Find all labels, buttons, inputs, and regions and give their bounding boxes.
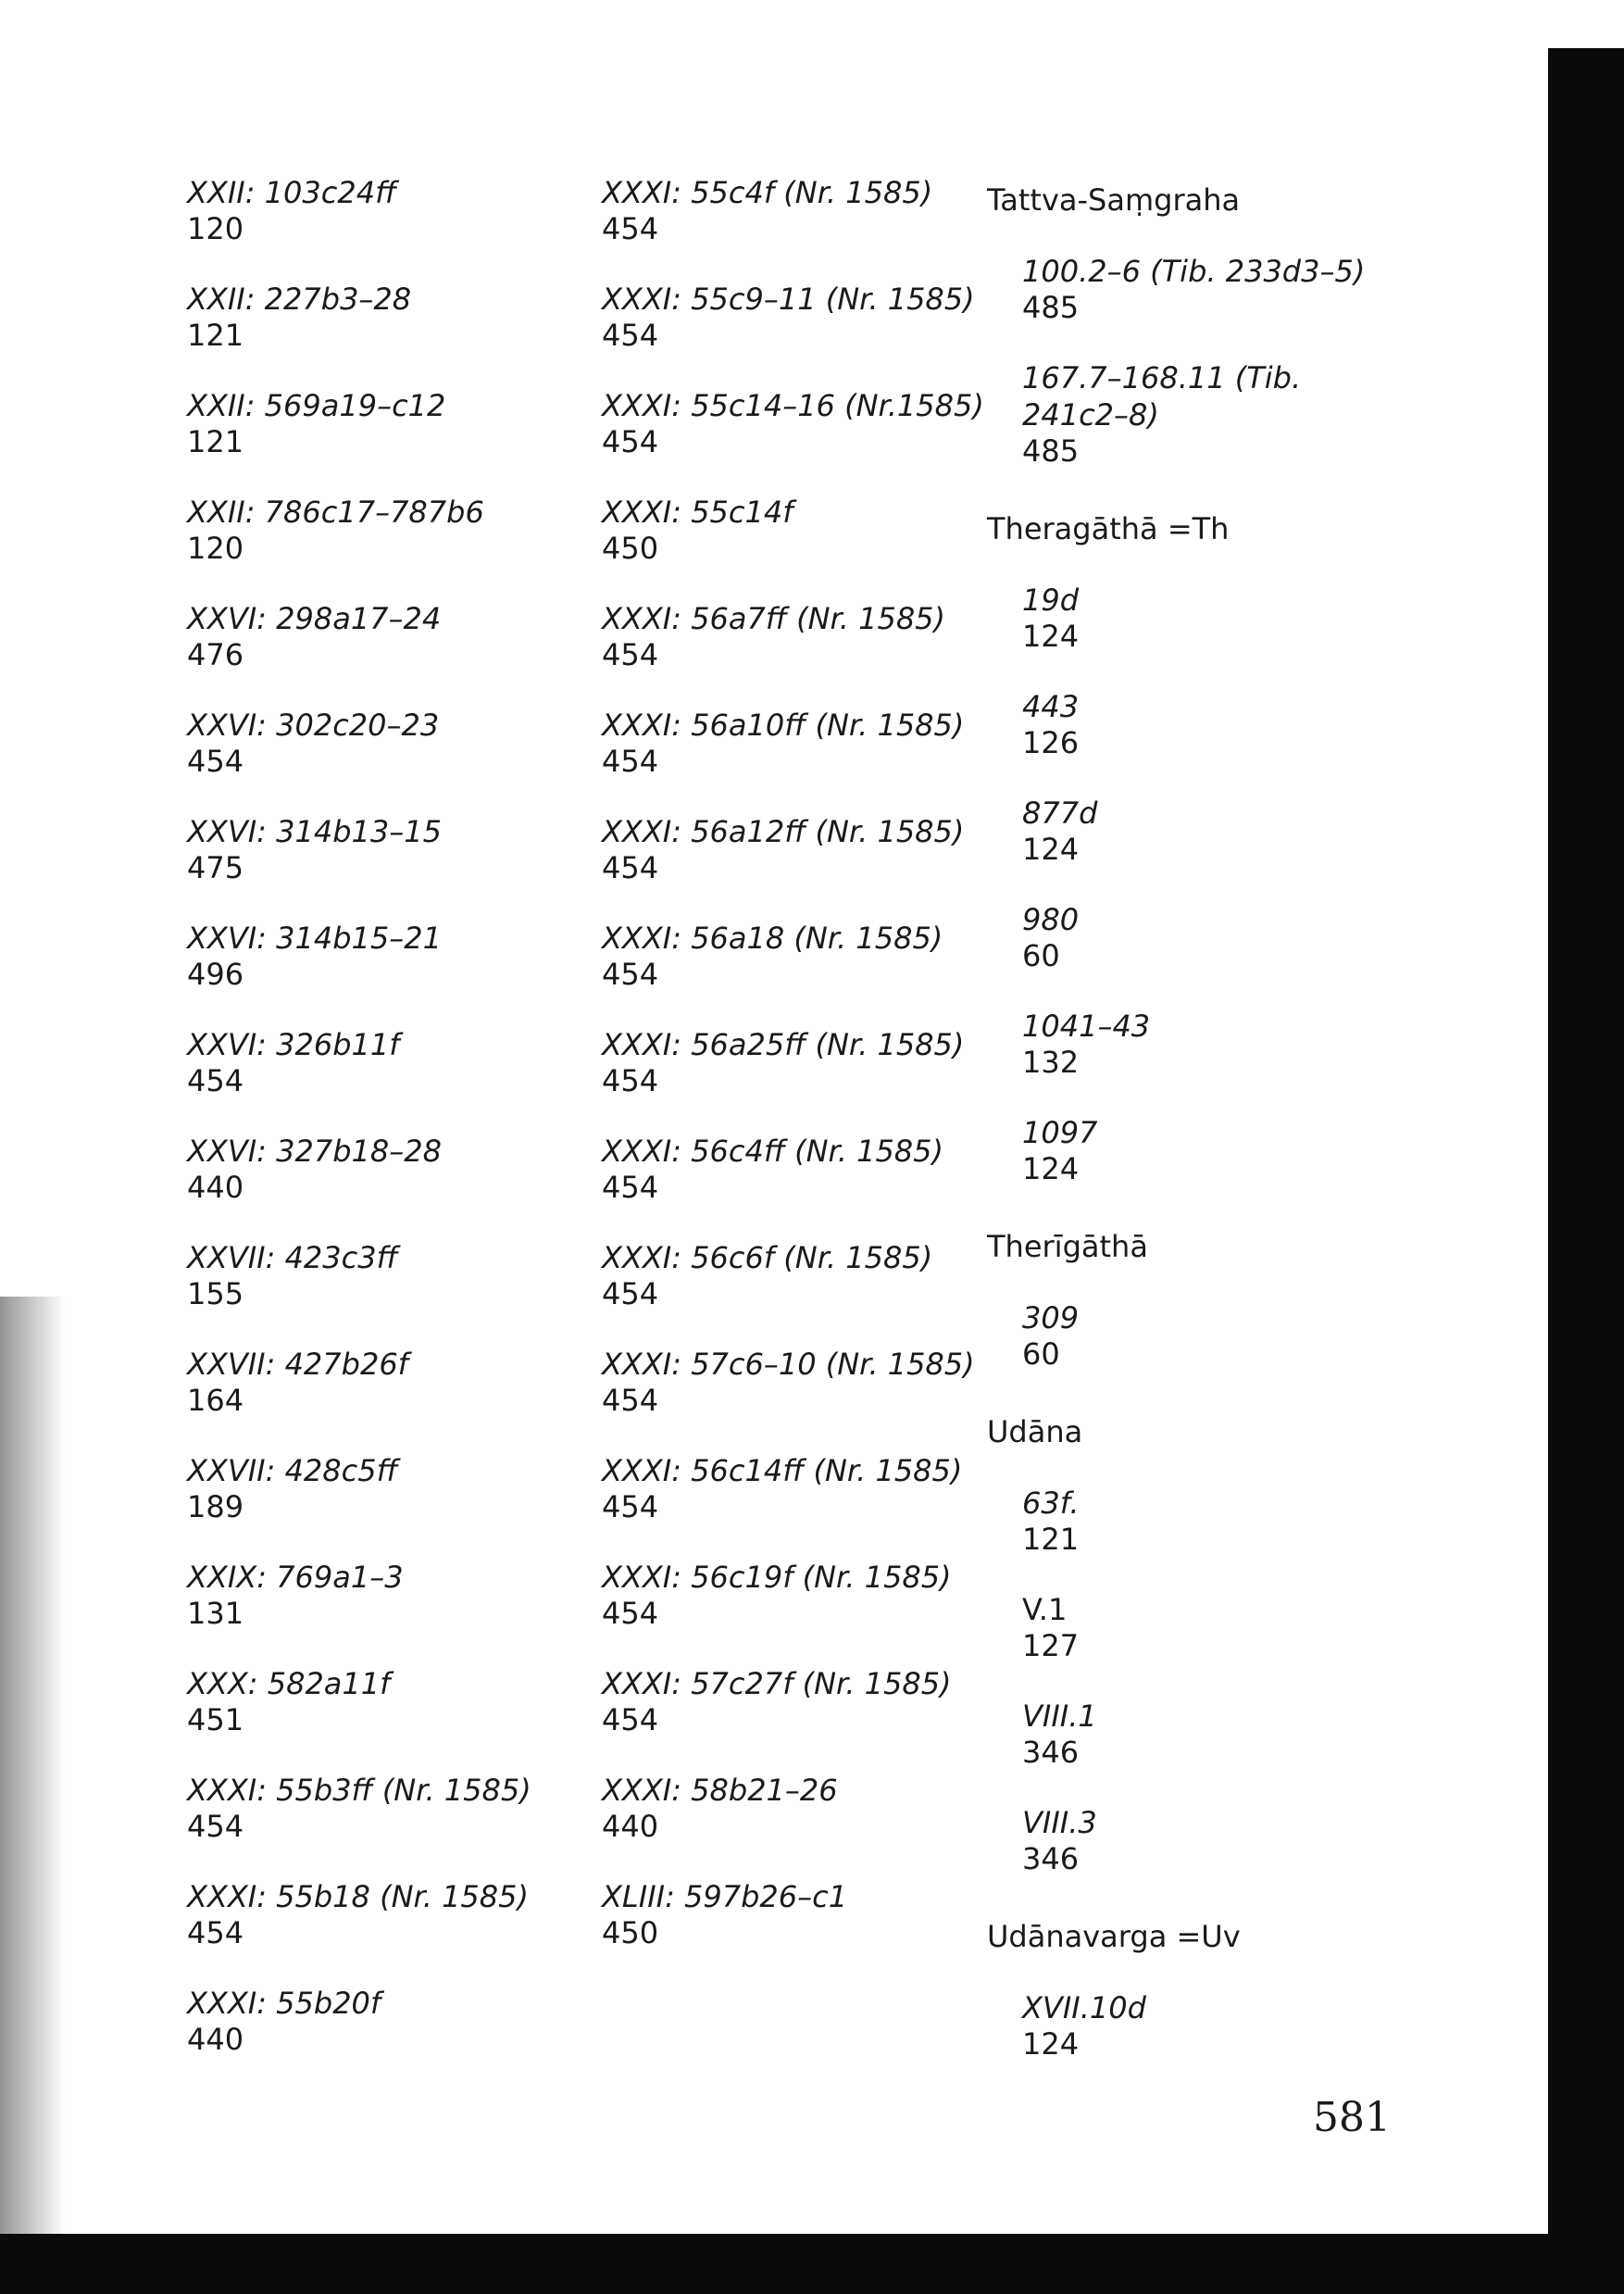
entry-reference: 1097 bbox=[1022, 1115, 1098, 1150]
entry-page-number: 189 bbox=[187, 1489, 244, 1524]
index-column-2 bbox=[602, 174, 984, 1985]
entry-reference: VIII.3 bbox=[1022, 1805, 1097, 1840]
entry-reference: XXXI: 55b18 (Nr. 1585) bbox=[187, 1879, 529, 1914]
entry-page-number: 124 bbox=[1022, 619, 1080, 654]
entry-reference: XXXI: 56c4ff (Nr. 1585) bbox=[602, 1134, 943, 1169]
entry-reference: 309 bbox=[1022, 1300, 1080, 1335]
entry-page-number: 126 bbox=[1022, 725, 1080, 760]
entry-reference: XXIX: 769a1–3 bbox=[187, 1560, 404, 1595]
index-entry bbox=[187, 1985, 531, 2091]
index-entry bbox=[1022, 1804, 1365, 1911]
index-entry bbox=[187, 494, 531, 600]
index-entry bbox=[602, 387, 984, 494]
entry-page-number: 454 bbox=[602, 1170, 659, 1205]
entry-page-number: 155 bbox=[187, 1276, 244, 1311]
entry-page-number: 450 bbox=[602, 531, 659, 566]
entry-reference: XXXI: 56a25ff (Nr. 1585) bbox=[602, 1027, 965, 1062]
index-entry bbox=[187, 1346, 531, 1452]
entry-page-number: 454 bbox=[602, 744, 659, 779]
index-entry bbox=[1022, 1299, 1365, 1406]
entry-page-number: 485 bbox=[1022, 290, 1080, 325]
entry-reference: XXX: 582a11f bbox=[187, 1666, 391, 1701]
index-entry bbox=[1022, 253, 1365, 359]
entry-page-number: 60 bbox=[1022, 1336, 1060, 1372]
entry-page-number: 454 bbox=[187, 1915, 244, 1950]
entry-page-number: 454 bbox=[602, 1596, 659, 1631]
entry-page-number: 131 bbox=[187, 1596, 244, 1631]
index-entry bbox=[187, 707, 531, 813]
entry-reference: 877d bbox=[1022, 796, 1098, 831]
entry-page-number: 454 bbox=[187, 1809, 244, 1844]
index-entry bbox=[1022, 582, 1365, 688]
entry-reference: XXVI: 326b11f bbox=[187, 1027, 400, 1062]
entry-reference: V.1 bbox=[1022, 1592, 1068, 1627]
index-heading: Udāna bbox=[987, 1414, 1083, 1449]
index-entry bbox=[602, 1878, 984, 1985]
index-entry bbox=[187, 1452, 531, 1559]
entry-page-number: 121 bbox=[187, 318, 244, 353]
index-heading: Theragāthā =Th bbox=[987, 511, 1230, 546]
index-entry bbox=[187, 920, 531, 1026]
entry-page-number: 132 bbox=[1022, 1045, 1080, 1080]
entry-page-number: 60 bbox=[1022, 938, 1060, 973]
entry-reference: XXXI: 56a7ff (Nr. 1585) bbox=[602, 601, 946, 636]
entry-page-number: 164 bbox=[187, 1383, 244, 1418]
entry-page-number: 476 bbox=[187, 637, 244, 672]
entry-reference: XXXI: 55c14–16 (Nr.1585) bbox=[602, 388, 984, 423]
entry-reference: XXII: 786c17–787b6 bbox=[187, 495, 484, 530]
index-entry bbox=[602, 707, 984, 813]
entry-reference: XXVI: 302c20–23 bbox=[187, 708, 440, 743]
entry-reference: XXXI: 55c9–11 (Nr. 1585) bbox=[602, 282, 975, 317]
index-entry bbox=[187, 1878, 531, 1985]
index-entry bbox=[602, 174, 984, 281]
entry-reference: XXVII: 428c5ff bbox=[187, 1453, 398, 1488]
entry-reference: XXII: 103c24ff bbox=[187, 175, 397, 210]
entry-page-number: 440 bbox=[602, 1809, 659, 1844]
entry-reference: XXXI: 57c27f (Nr. 1585) bbox=[602, 1666, 952, 1701]
entry-reference: XXXI: 55b20f bbox=[187, 1986, 381, 2021]
entry-reference: XXVII: 427b26f bbox=[187, 1347, 408, 1382]
index-entry bbox=[187, 1026, 531, 1133]
index-entry bbox=[187, 1133, 531, 1239]
entry-reference: XXII: 569a19–c12 bbox=[187, 388, 446, 423]
index-column-3 bbox=[987, 174, 1365, 2096]
index-entry bbox=[1022, 1008, 1365, 1114]
index-entry bbox=[602, 1133, 984, 1239]
entry-reference: XXVII: 423c3ff bbox=[187, 1240, 398, 1275]
index-entry bbox=[1022, 1485, 1365, 1591]
index-entry bbox=[602, 494, 984, 600]
entry-page-number: 127 bbox=[1022, 1628, 1080, 1663]
entry-reference: XXII: 227b3–28 bbox=[187, 282, 412, 317]
entry-reference: XXXI: 58b21–26 bbox=[602, 1773, 838, 1808]
index-entry bbox=[187, 1772, 531, 1878]
entry-reference: 980 bbox=[1022, 902, 1080, 937]
index-entry bbox=[602, 1026, 984, 1133]
index-entry bbox=[1022, 359, 1365, 503]
entry-reference: 1041–43 bbox=[1022, 1009, 1151, 1044]
index-entry bbox=[187, 1559, 531, 1665]
index-entry bbox=[187, 813, 531, 920]
entry-page-number: 440 bbox=[187, 2022, 244, 2057]
index-entry bbox=[187, 281, 531, 387]
entry-reference: XXVI: 327b18–28 bbox=[187, 1134, 442, 1169]
entry-page-number: 451 bbox=[187, 1702, 244, 1737]
index-entry bbox=[1022, 1698, 1365, 1804]
entry-reference: XXXI: 56c6f (Nr. 1585) bbox=[602, 1240, 933, 1275]
entry-page-number: 124 bbox=[1022, 2026, 1080, 2062]
entry-page-number: 454 bbox=[187, 1063, 244, 1098]
entry-page-number: 454 bbox=[602, 850, 659, 885]
entry-page-number: 121 bbox=[1022, 1522, 1080, 1557]
index-entry bbox=[187, 1665, 531, 1772]
index-heading: Therīgāthā bbox=[987, 1229, 1148, 1264]
entry-page-number: 454 bbox=[602, 637, 659, 672]
index-entry bbox=[187, 174, 531, 281]
entry-reference: XXXI: 55c4f (Nr. 1585) bbox=[602, 175, 933, 210]
entry-page-number: 120 bbox=[187, 531, 244, 566]
entry-page-number: 124 bbox=[1022, 832, 1080, 867]
entry-reference: XXXI: 56c14ff (Nr. 1585) bbox=[602, 1453, 963, 1488]
index-entry bbox=[1022, 1114, 1365, 1221]
index-entry bbox=[602, 1772, 984, 1878]
entry-reference: 19d bbox=[1022, 583, 1080, 618]
index-entry bbox=[602, 1559, 984, 1665]
entry-reference: XVII.10d bbox=[1022, 1990, 1146, 2025]
entry-page-number: 496 bbox=[187, 957, 244, 992]
entry-page-number: 121 bbox=[187, 424, 244, 459]
entry-page-number: 475 bbox=[187, 850, 244, 885]
entry-page-number: 454 bbox=[602, 1276, 659, 1311]
entry-page-number: 450 bbox=[602, 1915, 659, 1950]
index-entry bbox=[602, 1346, 984, 1452]
entry-reference: XXXI: 56c19f (Nr. 1585) bbox=[602, 1560, 952, 1595]
entry-reference: XXXI: 55c14f bbox=[602, 495, 793, 530]
entry-reference: XXVI: 314b15–21 bbox=[187, 921, 442, 956]
index-entry bbox=[1022, 688, 1365, 795]
entry-reference: 443 bbox=[1022, 689, 1080, 724]
entry-reference: XXXI: 56a12ff (Nr. 1585) bbox=[602, 814, 965, 849]
entry-page-number: 124 bbox=[1022, 1151, 1080, 1186]
index-entry bbox=[187, 1239, 531, 1346]
entry-reference: XXXI: 57c6–10 (Nr. 1585) bbox=[602, 1347, 975, 1382]
entry-page-number: 454 bbox=[602, 1383, 659, 1418]
entry-reference: XXXI: 56a18 (Nr. 1585) bbox=[602, 921, 943, 956]
index-entry bbox=[602, 1239, 984, 1346]
entry-page-number: 120 bbox=[187, 211, 244, 246]
scan-border-right bbox=[1548, 48, 1624, 2234]
entry-page-number: 485 bbox=[1022, 433, 1080, 469]
entry-reference: 167.7–168.11 (Tib. bbox=[1022, 360, 1302, 395]
index-entry bbox=[1022, 795, 1365, 901]
entry-reference: XXXI: 56a10ff (Nr. 1585) bbox=[602, 708, 965, 743]
index-heading: Udānavarga =Uv bbox=[987, 1919, 1241, 1954]
index-entry bbox=[187, 387, 531, 494]
entry-page-number: 346 bbox=[1022, 1841, 1080, 1876]
index-entry bbox=[602, 813, 984, 920]
index-column-1 bbox=[187, 174, 531, 2091]
index-entry bbox=[602, 920, 984, 1026]
entry-page-number: 454 bbox=[602, 1063, 659, 1098]
index-entry bbox=[1022, 1989, 1365, 2096]
page-number: 581 bbox=[1313, 2094, 1391, 2141]
entry-page-number: 454 bbox=[602, 424, 659, 459]
entry-reference: VIII.1 bbox=[1022, 1699, 1097, 1734]
scan-border-bottom bbox=[0, 2234, 1624, 2294]
entry-page-number: 454 bbox=[602, 957, 659, 992]
entry-reference: 100.2–6 (Tib. 233d3–5) bbox=[1022, 254, 1366, 289]
entry-reference: XLIII: 597b26–c1 bbox=[602, 1879, 848, 1914]
entry-reference-continued: 241c2–8) bbox=[1022, 397, 1159, 432]
index-entry bbox=[1022, 901, 1365, 1008]
entry-page-number: 454 bbox=[602, 211, 659, 246]
entry-page-number: 454 bbox=[187, 744, 244, 779]
index-entry bbox=[1022, 1591, 1365, 1698]
entry-reference: XXVI: 314b13–15 bbox=[187, 814, 442, 849]
index-entry bbox=[602, 600, 984, 707]
entry-reference: XXVI: 298a17–24 bbox=[187, 601, 442, 636]
scan-shadow bbox=[0, 1297, 65, 2234]
index-entry bbox=[187, 600, 531, 707]
index-entry bbox=[602, 1452, 984, 1559]
index-entry bbox=[602, 1665, 984, 1772]
entry-reference: XXXI: 55b3ff (Nr. 1585) bbox=[187, 1773, 531, 1808]
index-heading: Tattva-Saṃgraha bbox=[987, 182, 1241, 218]
index-entry bbox=[602, 281, 984, 387]
entry-page-number: 454 bbox=[602, 318, 659, 353]
entry-page-number: 454 bbox=[602, 1489, 659, 1524]
entry-page-number: 346 bbox=[1022, 1735, 1080, 1770]
entry-page-number: 454 bbox=[602, 1702, 659, 1737]
entry-reference: 63f. bbox=[1022, 1485, 1080, 1521]
entry-page-number: 440 bbox=[187, 1170, 244, 1205]
